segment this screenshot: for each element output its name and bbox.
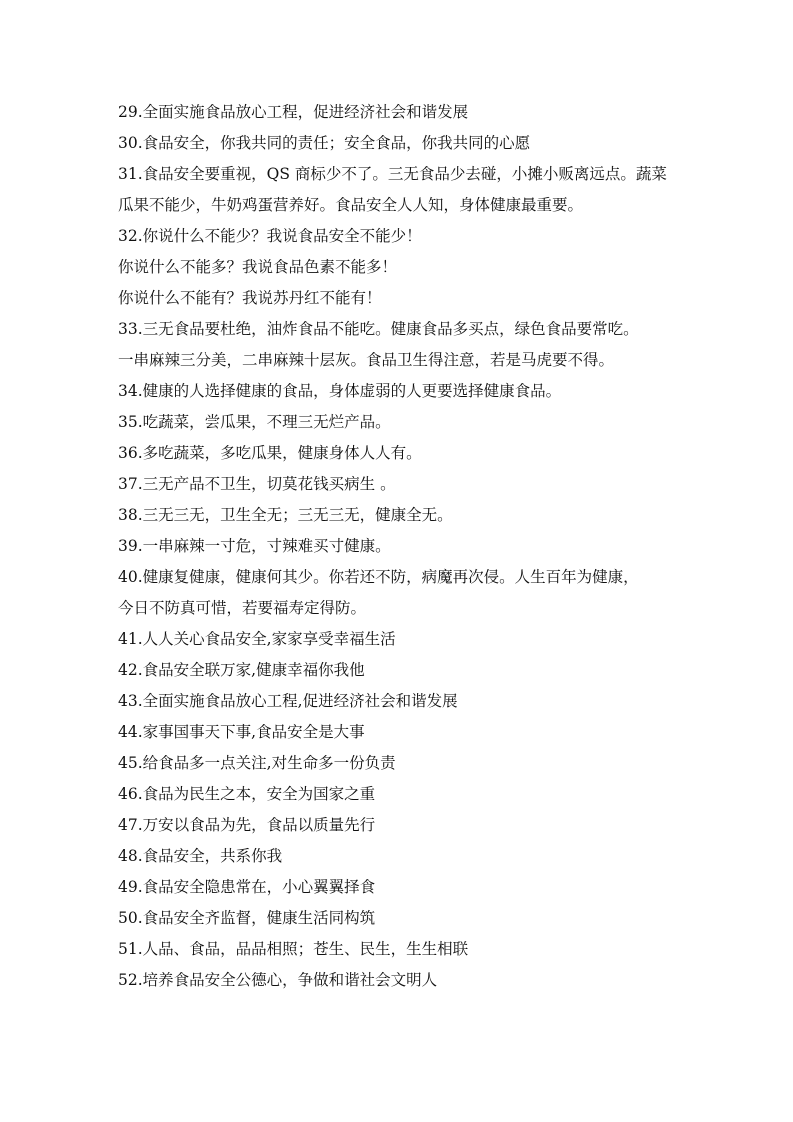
text-line: 43.全面实施食品放心工程,促进经济社会和谐发展 — [118, 692, 458, 710]
text-line: 29.全面实施食品放心工程，促进经济社会和谐发展 — [118, 103, 469, 121]
text-line: 33.三无食品要杜绝，油炸食品不能吃。健康食品多买点，绿色食品要常吃。 — [118, 320, 639, 338]
text-line: 42.食品安全联万家,健康幸福你我他 — [118, 661, 365, 679]
text-line: 39.一串麻辣一寸危，寸辣难买寸健康。 — [118, 537, 391, 555]
text-line: 你说什么不能有？我说苏丹红不能有！ — [118, 289, 382, 307]
text-line: 37.三无产品不卫生，切莫花钱买病生 。 — [118, 475, 396, 493]
text-line: 今日不防真可惜，若要福寿定得防。 — [118, 599, 367, 617]
text-line: 51.人品、食品，品品相照；苍生、民生，生生相联 — [118, 940, 469, 958]
text-line: 48.食品安全，共系你我 — [118, 847, 283, 865]
text-line: 38.三无三无，卫生全无；三无三无，健康全无。 — [118, 506, 453, 524]
text-line: 31.食品安全要重视，QS 商标少不了。三无食品少去碰，小摊小贩离远点。蔬菜 — [118, 165, 667, 183]
text-line: 46.食品为民生之本，安全为国家之重 — [118, 785, 376, 803]
text-line: 47.万安以食品为先，食品以质量先行 — [118, 816, 376, 834]
document-body — [118, 97, 698, 996]
text-line: 一串麻辣三分美，二串麻辣十层灰。食品卫生得注意，若是马虎要不得。 — [118, 351, 615, 369]
text-line: 41.人人关心食品安全,家家享受幸福生活 — [118, 630, 396, 648]
text-line: 52.培养食品安全公德心，争做和谐社会文明人 — [118, 971, 438, 989]
text-line: 瓜果不能少，牛奶鸡蛋营养好。食品安全人人知，身体健康最重要。 — [118, 196, 584, 214]
text-line: 35.吃蔬菜，尝瓜果，不理三无烂产品。 — [118, 413, 391, 431]
text-line: 32.你说什么不能少？我说食品安全不能少！ — [118, 227, 422, 245]
text-line: 50.食品安全齐监督，健康生活同构筑 — [118, 909, 376, 927]
text-line: 45.给食品多一点关注,对生命多一份负责 — [118, 754, 396, 772]
text-line: 34.健康的人选择健康的食品，身体虚弱的人更要选择健康食品。 — [118, 382, 562, 400]
text-line: 30.食品安全，你我共同的责任；安全食品，你我共同的心愿 — [118, 134, 531, 152]
text-line: 49.食品安全隐患常在，小心翼翼择食 — [118, 878, 376, 896]
text-line: 40.健康复健康，健康何其少。你若还不防，病魔再次侵。人生百年为健康， — [118, 568, 639, 586]
text-line: 44.家事国事天下事,食品安全是大事 — [118, 723, 365, 741]
text-line: 你说什么不能多？我说食品色素不能多！ — [118, 258, 398, 276]
text-line: 36.多吃蔬菜，多吃瓜果，健康身体人人有。 — [118, 444, 422, 462]
